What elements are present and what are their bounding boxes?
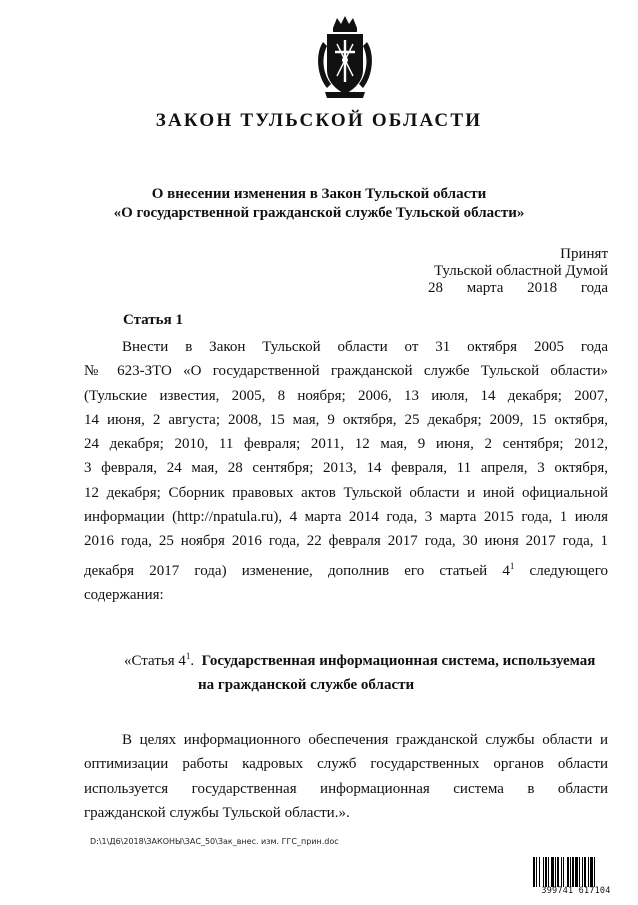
quoted-article-prefix-end: . [190, 653, 195, 669]
article-1-line [84, 529, 608, 553]
tula-coat-of-arms-icon [313, 14, 377, 100]
adopted-line1: Принят [560, 246, 608, 262]
article-1-line [84, 408, 608, 432]
adopted-block [428, 246, 608, 297]
article-1-line-text: 12 декабря; Сборник правовых актов Тульской области и иной официальной [84, 484, 608, 501]
article-1-line [84, 335, 608, 359]
adopted-line2: Тульской областной Думой [433, 263, 608, 279]
law-title: ЗАКОН ТУЛЬСКОЙ ОБЛАСТИ [155, 110, 483, 131]
adopted-date [428, 280, 608, 297]
article-1-line-text: (Тульские известия, 2005, 8 ноября; 2006, 13 июля, 14 декабря; 2007, [84, 387, 608, 404]
adopted-date-day: 28 [428, 280, 443, 296]
barcode-bar [595, 857, 597, 887]
barcode-bars [533, 857, 619, 887]
adopted-date-year: 2018 [527, 280, 558, 296]
article-1-line-text: 2016 года, 25 ноября 2016 года, 22 февраля 2017 года, 30 июня 2017 года, 1 [84, 533, 608, 550]
quoted-article-prefix: «Статья 4 [124, 653, 186, 669]
article-1-line [84, 505, 608, 529]
quoted-article-title-line2: на гражданской службе области [198, 677, 415, 693]
article-1-line-text: 24 декабря; 2010, 11 февраля; 2011, 12 мая, 9 июня, 2 сентября; 2012, [84, 436, 608, 453]
article-1-heading: Статья 1 [123, 312, 183, 328]
article-1-body [84, 335, 608, 607]
barcode [533, 857, 619, 897]
article-1-line-text: № 623-ЗТО «О государственной гражданской службе Тульской области» [84, 363, 608, 380]
quoted-article-line-text: оптимизации работы кадровых служб государственных органов области [84, 756, 608, 773]
law-subtitle-line2: «О государственной гражданской службе Тульской области» [113, 205, 525, 221]
article-1-line-text: информации (http://npatula.ru), 4 марта 2014 года, 3 марта 2015 года, 1 июля [84, 509, 608, 526]
file-path: D:\1\Д6\2018\ЗАКОНЫ\ЗАС_50\Зак_внес. изм. ГГС_прин.doc [90, 837, 339, 846]
quoted-article-line-text: В целях информационного обеспечения гражданской службы области и [122, 732, 608, 748]
article-1-line [84, 384, 608, 408]
article-1-line10-a: декабря 2017 года) изменение, дополнив его статьей 4 [84, 562, 510, 579]
article-1-line-text: 14 июня, 2 августа; 2008, 15 мая, 9 октября, 25 декабря; 2009, 15 октября, [84, 411, 608, 428]
article-1-line [84, 432, 608, 456]
article-1-line [84, 456, 608, 480]
quoted-article-line [84, 777, 608, 801]
barcode-number: 399741 617104 [541, 886, 611, 896]
law-subtitle-line1: О внесении изменения в Закон Тульской области [151, 186, 487, 202]
quoted-article-line [84, 752, 608, 776]
quoted-article-line: гражданской службы Тульской области.». [84, 804, 350, 821]
adopted-date-word: года [580, 280, 608, 296]
quoted-article-heading [124, 651, 595, 670]
adopted-date-month: марта [466, 280, 504, 296]
quoted-article-title-line1: Государственная информационная система, используемая [201, 653, 596, 669]
article-1-line10-b: следующего [514, 562, 608, 579]
superscript: 1 [185, 651, 191, 661]
article-1-line [84, 554, 608, 583]
article-1-line [84, 481, 608, 505]
article-1-line-text: 3 февраля, 24 мая, 28 сентября; 2013, 14 февраля, 11 апреля, 3 октября, [84, 460, 608, 477]
quoted-article-line [84, 728, 608, 752]
quoted-article-line-text: используется государственная информационная система в области [84, 780, 608, 797]
article-1-line: содержания: [84, 586, 164, 603]
superscript: 1 [509, 560, 515, 571]
quoted-article-body [84, 728, 608, 825]
article-1-line [84, 359, 608, 383]
article-1-line-text: Внести в Закон Тульской области от 31 октября 2005 года [122, 339, 608, 355]
